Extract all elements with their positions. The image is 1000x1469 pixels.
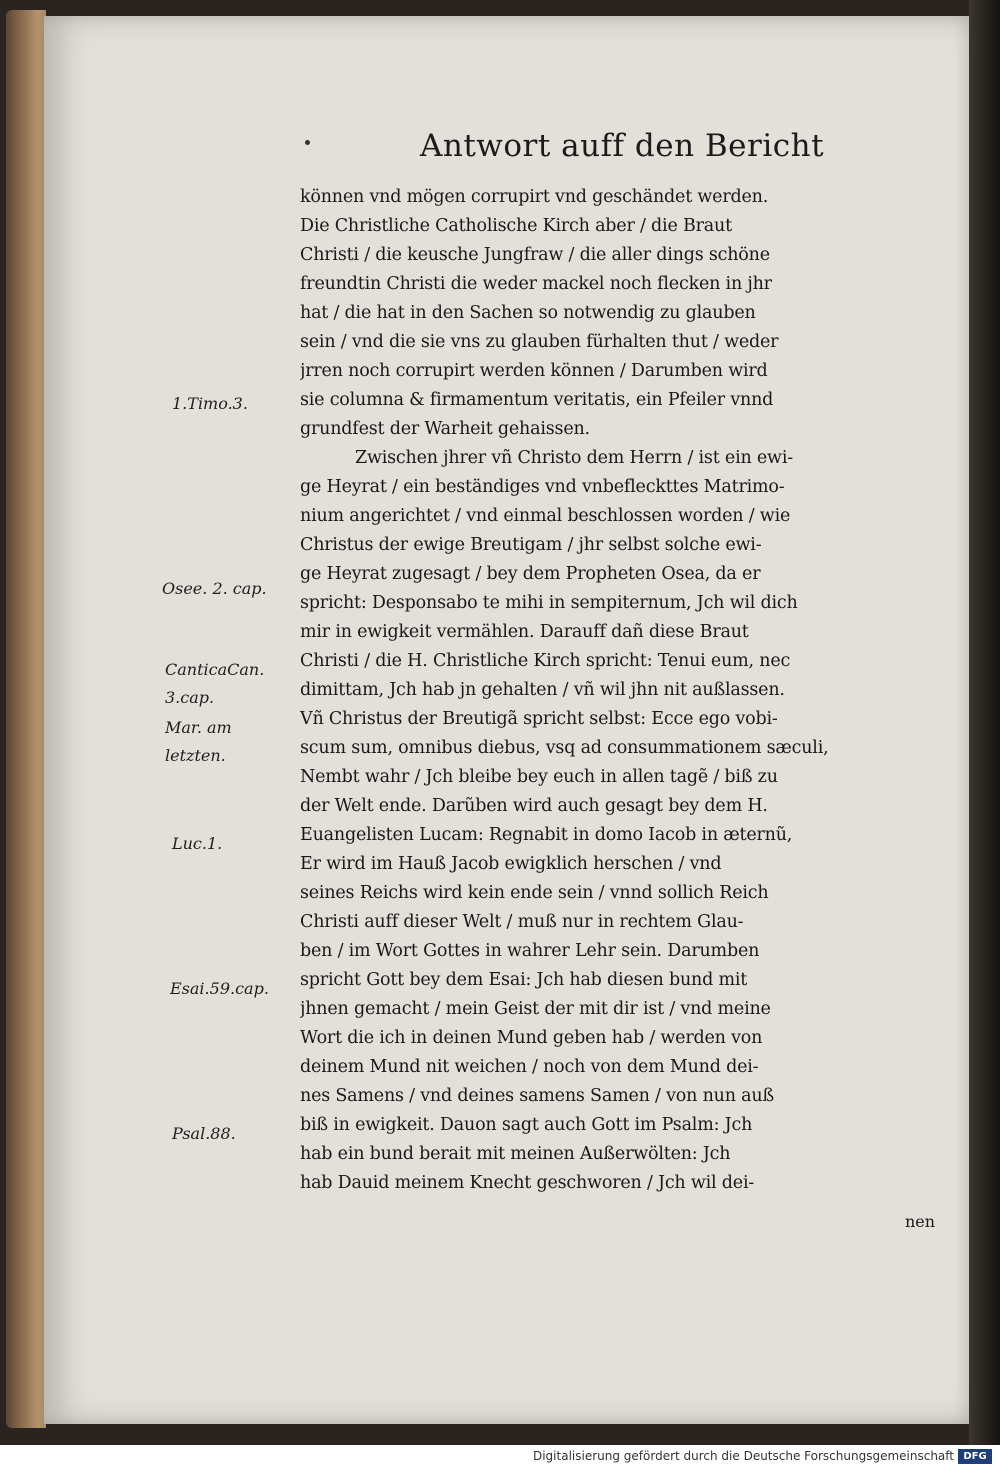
margin-note: CanticaCan.	[165, 660, 265, 679]
text-line: Wort die ich in deinen Mund geben hab / werden von	[300, 1028, 763, 1048]
text-line: Christi auff dieser Welt / muß nur in rechtem Glau-	[300, 912, 744, 932]
text-line: hab ein bund berait mit meinen Außerwölten: Jch	[300, 1144, 731, 1164]
text-line: dimittam, Jch hab jn gehalten / vñ wil jhn nit außlassen.	[300, 680, 785, 700]
text-line: ge Heyrat zugesagt / bey dem Propheten Osea, da er	[300, 564, 761, 584]
text-line: können vnd mögen corrupirt vnd geschändet werden.	[300, 187, 769, 207]
margin-note: Esai.59.cap.	[170, 979, 269, 998]
text-line: biß in ewigkeit. Dauon sagt auch Gott im Psalm: Jch	[300, 1115, 753, 1135]
text-line: Vñ Christus der Breutigã spricht selbst: Ecce ego vobi-	[300, 709, 778, 729]
text-line: Christi / die keusche Jungfraw / die aller dings schöne	[300, 245, 770, 265]
book-spine-edge	[6, 10, 46, 1428]
footer-bar	[0, 1445, 1000, 1469]
margin-note: 1.Timo.3.	[172, 394, 248, 413]
running-head-ornament	[305, 140, 310, 145]
text-line: seines Reichs wird kein ende sein / vnnd sollich Reich	[300, 883, 769, 903]
text-line: Die Christliche Catholische Kirch aber / die Braut	[300, 216, 732, 236]
text-line: grundfest der Warheit gehaissen.	[300, 419, 590, 439]
margin-note: Luc.1.	[172, 834, 223, 853]
text-line: ge Heyrat / ein beständiges vnd vnbefleckttes Matrimo-	[300, 477, 785, 497]
margin-note: Psal.88.	[172, 1124, 236, 1143]
text-line: hat / die hat in den Sachen so notwendig zu glauben	[300, 303, 756, 323]
funding-notice: Digitalisierung gefördert durch die Deutsche Forschungsgemeinschaft	[532, 1449, 954, 1463]
text-line: sie columna & firmamentum veritatis, ein Pfeiler vnnd	[300, 390, 774, 410]
text-line: mir in ewigkeit vermählen. Darauff dañ diese Braut	[300, 622, 749, 642]
running-head: Antwort auff den Bericht	[420, 128, 825, 164]
text-line: Christus der ewige Breutigam / jhr selbst solche ewi-	[300, 535, 762, 555]
dfg-logo: DFG	[958, 1449, 992, 1464]
catchword: nen	[905, 1212, 936, 1231]
scan-right-border	[969, 0, 1000, 1445]
margin-note: letzten.	[165, 746, 226, 765]
text-line: freundtin Christi die weder mackel noch flecken in jhr	[300, 274, 772, 294]
text-line: nes Samens / vnd deines samens Samen / von nun auß	[300, 1086, 774, 1106]
margin-note: 3.cap.	[165, 688, 215, 707]
text-line: Er wird im Hauß Jacob ewigklich herschen / vnd	[300, 854, 722, 874]
margin-note: Mar. am	[165, 718, 232, 737]
text-line: jrren noch corrupirt werden können / Darumben wird	[300, 361, 768, 381]
text-line: ben / im Wort Gottes in wahrer Lehr sein. Darumben	[300, 941, 760, 961]
text-line: Zwischen jhrer vñ Christo dem Herrn / ist ein ewi-	[355, 448, 793, 468]
text-line: Nembt wahr / Jch bleibe bey euch in allen tagẽ / biß zu	[300, 767, 778, 787]
text-line: spricht: Desponsabo te mihi in sempiternum, Jch wil dich	[300, 593, 798, 613]
text-line: der Welt ende. Darũben wird auch gesagt bey dem H.	[300, 796, 768, 816]
text-line: deinem Mund nit weichen / noch von dem Mund dei-	[300, 1057, 759, 1077]
text-line: Christi / die H. Christliche Kirch spricht: Tenui eum, nec	[300, 651, 791, 671]
text-line: nium angerichtet / vnd einmal beschlossen worden / wie	[300, 506, 791, 526]
margin-note: Osee. 2. cap.	[162, 579, 267, 598]
text-line: spricht Gott bey dem Esai: Jch hab diesen bund mit	[300, 970, 748, 990]
text-line: scum sum, omnibus diebus, vsq ad consummationem sæculi,	[300, 738, 829, 758]
text-line: Euangelisten Lucam: Regnabit in domo Iacob in æternũ,	[300, 825, 793, 845]
text-line: jhnen gemacht / mein Geist der mit dir ist / vnd meine	[300, 999, 771, 1019]
text-line: hab Dauid meinem Knecht geschworen / Jch wil dei-	[300, 1173, 755, 1193]
body-text	[300, 183, 955, 1198]
text-line: sein / vnd die sie vns zu glauben fürhalten thut / weder	[300, 332, 779, 352]
